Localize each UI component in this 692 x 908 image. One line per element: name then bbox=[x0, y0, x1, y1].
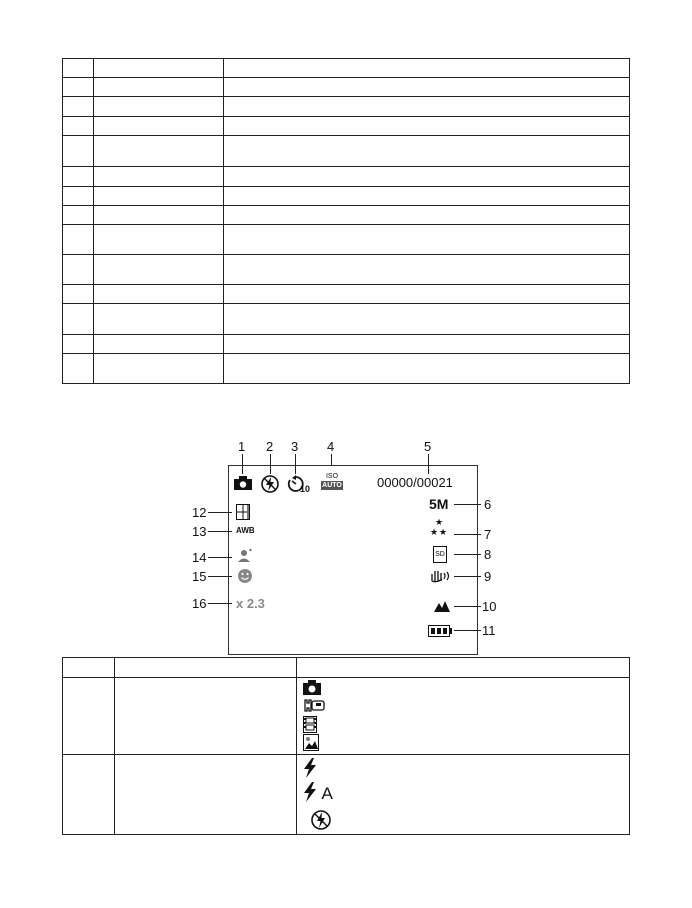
callout-2: 2 bbox=[266, 439, 274, 454]
callout-line bbox=[428, 454, 429, 474]
callout-7: 7 bbox=[484, 527, 492, 542]
callout-line bbox=[454, 576, 481, 577]
callout-line bbox=[208, 512, 232, 513]
table-row bbox=[63, 285, 630, 304]
table-row bbox=[63, 97, 630, 117]
lcd-display-diagram bbox=[180, 430, 510, 655]
table-row bbox=[63, 187, 630, 206]
table-row bbox=[63, 206, 630, 225]
self-timer-digits: 10 bbox=[300, 484, 311, 494]
table-row bbox=[63, 335, 630, 354]
iso-label: ISO bbox=[325, 473, 339, 480]
callout-6: 6 bbox=[484, 497, 492, 512]
callout-5: 5 bbox=[424, 439, 432, 454]
callout-line bbox=[331, 454, 332, 466]
flash-off-icon bbox=[311, 810, 629, 828]
callout-line bbox=[454, 534, 481, 535]
callout-9: 9 bbox=[484, 569, 492, 584]
svg-text:*: * bbox=[249, 548, 252, 555]
callout-line bbox=[208, 576, 232, 577]
callout-line bbox=[454, 630, 481, 631]
anti-shake-icon bbox=[430, 569, 452, 588]
callout-line bbox=[208, 603, 232, 604]
table-row bbox=[63, 78, 630, 97]
table-row bbox=[63, 658, 630, 678]
table-row bbox=[63, 225, 630, 255]
callout-line bbox=[454, 606, 481, 607]
self-timer-icon bbox=[287, 475, 309, 500]
table-row bbox=[63, 255, 630, 285]
callout-14: 14 bbox=[192, 550, 207, 565]
playback-icon bbox=[303, 734, 629, 752]
svg-text:★: ★ bbox=[439, 528, 448, 536]
sharpness-icon bbox=[434, 599, 450, 617]
quality-stars-icon bbox=[430, 518, 448, 541]
table-row bbox=[63, 354, 630, 384]
smile-icon bbox=[238, 569, 252, 588]
callout-15: 15 bbox=[192, 569, 207, 584]
callout-3: 3 bbox=[291, 439, 299, 454]
table-row bbox=[63, 167, 630, 187]
bottom-table bbox=[62, 657, 630, 835]
svg-text:★: ★ bbox=[430, 528, 439, 536]
table-row bbox=[63, 678, 630, 755]
mode-icons-cell bbox=[297, 678, 630, 755]
flash-off-icon bbox=[261, 475, 279, 498]
metering-icon bbox=[236, 504, 252, 525]
camera-icon bbox=[234, 476, 252, 495]
callout-12: 12 bbox=[192, 505, 207, 520]
table-row bbox=[63, 304, 630, 335]
iso-icon bbox=[321, 473, 343, 490]
table-row bbox=[63, 136, 630, 167]
resolution-icon: 5M bbox=[429, 496, 449, 512]
callout-11: 11 bbox=[482, 623, 496, 638]
callout-line bbox=[454, 504, 481, 505]
callout-4: 4 bbox=[327, 439, 335, 454]
callout-line bbox=[295, 454, 296, 474]
callout-8: 8 bbox=[484, 547, 492, 562]
table-row bbox=[63, 755, 630, 835]
callout-line bbox=[454, 554, 481, 555]
callout-line bbox=[270, 454, 271, 474]
video-icon bbox=[303, 698, 629, 716]
callout-16: 16 bbox=[192, 596, 207, 611]
callout-line bbox=[242, 454, 243, 474]
white-balance-icon: AWB bbox=[236, 526, 255, 535]
flash-auto-icon bbox=[303, 782, 629, 810]
callout-1: 1 bbox=[238, 439, 246, 454]
table-row bbox=[63, 117, 630, 136]
flash-icons-cell bbox=[297, 755, 630, 835]
table-row bbox=[63, 59, 630, 78]
callout-line bbox=[208, 531, 232, 532]
film-icon bbox=[303, 716, 629, 734]
face-detect-icon bbox=[238, 548, 254, 567]
iso-value: AUTO bbox=[322, 482, 342, 489]
shot-counter: 00000/00021 bbox=[377, 475, 453, 490]
zoom-icon: x 2.3 bbox=[236, 596, 265, 611]
sd-card-icon: SD bbox=[433, 546, 447, 563]
callout-13: 13 bbox=[192, 524, 207, 539]
top-table bbox=[62, 58, 630, 384]
battery-icon bbox=[428, 624, 452, 642]
callout-10: 10 bbox=[482, 599, 497, 614]
flash-on-icon bbox=[303, 758, 629, 782]
camera-icon bbox=[303, 680, 629, 698]
flash-auto-letter: A bbox=[321, 784, 333, 803]
svg-text:★: ★ bbox=[435, 518, 444, 528]
callout-line bbox=[208, 557, 232, 558]
